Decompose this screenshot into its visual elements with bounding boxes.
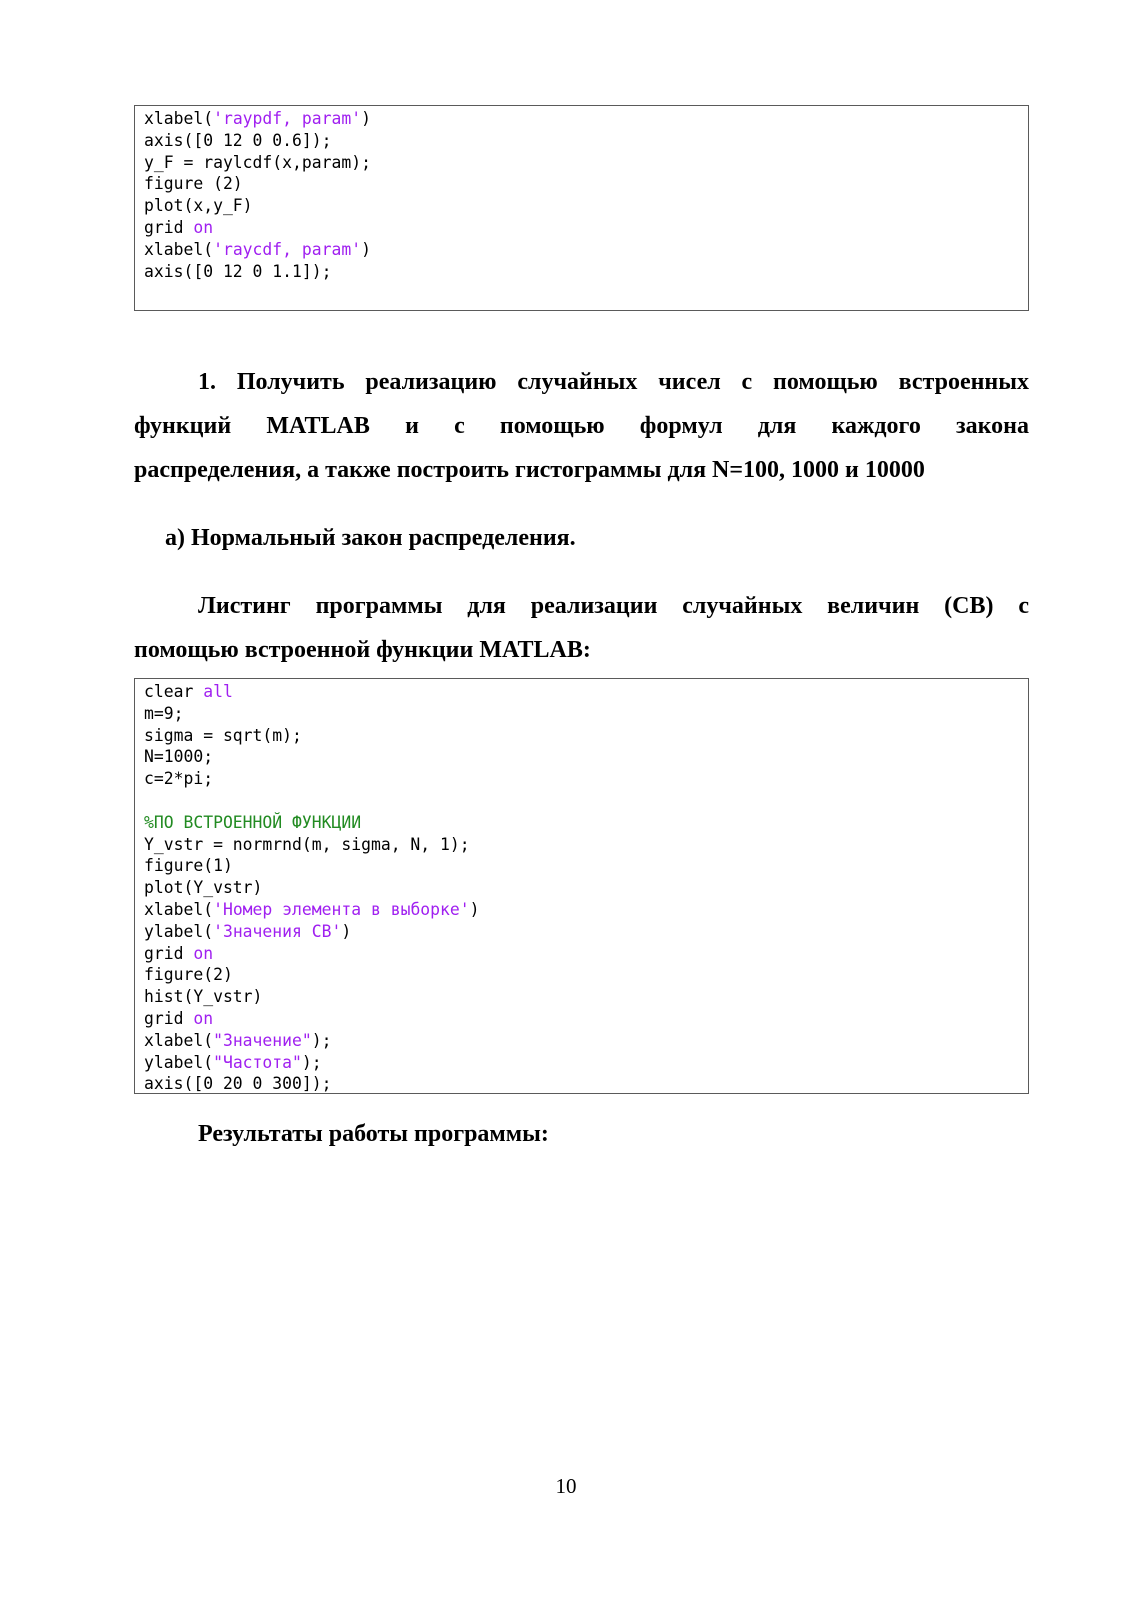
code-line bbox=[144, 725, 1028, 747]
code-line bbox=[144, 195, 1028, 217]
code-line bbox=[144, 703, 1028, 725]
code-token-default: sigma = sqrt(m); bbox=[144, 725, 302, 745]
results-heading: Результаты работы программы: bbox=[198, 1121, 549, 1147]
code-token-default: xlabel( bbox=[144, 109, 214, 128]
listing-caption-line-2: помощью встроенной функции MATLAB: bbox=[134, 637, 591, 663]
code-listing-continued bbox=[134, 105, 1029, 311]
code-token-default: grid bbox=[144, 1008, 194, 1028]
code-token-default: ); bbox=[301, 1052, 322, 1072]
subheading-normal-distribution: а) Нормальный закон распределения. bbox=[165, 525, 576, 551]
code-token-default: ) bbox=[469, 899, 480, 919]
code-token-string: 'raypdf, param' bbox=[213, 109, 362, 128]
page-number: 10 bbox=[555, 1474, 577, 1498]
code-token-default: Y_vstr = normrnd(m, sigma, N, 1); bbox=[144, 834, 470, 854]
code-line bbox=[144, 877, 1028, 899]
code-line bbox=[144, 986, 1028, 1008]
code-line bbox=[144, 108, 1028, 130]
code-token-default: hist(Y_vstr) bbox=[144, 987, 263, 1007]
code-token-keyword: on bbox=[193, 1008, 214, 1028]
code-line bbox=[144, 834, 1028, 856]
code-line bbox=[144, 812, 1028, 834]
code-token-default: ); bbox=[311, 1030, 332, 1050]
code-line bbox=[144, 921, 1028, 943]
code-line bbox=[144, 1073, 1028, 1095]
code-token-default: figure(1) bbox=[144, 856, 233, 876]
code-token-default: figure (2) bbox=[144, 174, 243, 194]
code-token-default: ylabel( bbox=[144, 1052, 214, 1072]
code-line bbox=[144, 217, 1028, 239]
code-token-default: clear bbox=[144, 682, 204, 701]
code-token-string: "Частота" bbox=[213, 1052, 302, 1072]
code-line bbox=[144, 790, 1028, 812]
listing-caption bbox=[134, 584, 1029, 672]
code-token-default: ) bbox=[341, 921, 352, 941]
code-token-default: figure(2) bbox=[144, 965, 233, 985]
code-token-default: N=1000; bbox=[144, 747, 214, 767]
code-token-default: plot(Y_vstr) bbox=[144, 878, 263, 898]
code-line bbox=[144, 173, 1028, 195]
code-line bbox=[144, 943, 1028, 965]
code-token-keyword: on bbox=[193, 943, 214, 963]
code-token-keyword: all bbox=[203, 682, 233, 701]
code-token-string: "Значение" bbox=[213, 1030, 312, 1050]
code-line bbox=[144, 239, 1028, 261]
code-token-default: axis([0 12 0 1.1]); bbox=[144, 261, 332, 281]
code-token-default: axis([0 20 0 300]); bbox=[144, 1074, 332, 1094]
code-token-default: ) bbox=[361, 109, 371, 128]
code-token-string: 'Номер элемента в выборке' bbox=[213, 899, 470, 919]
code-line bbox=[144, 1052, 1028, 1074]
code-token-default: xlabel( bbox=[144, 899, 214, 919]
code-token-default: plot(x,y_F) bbox=[144, 196, 253, 216]
code-listing-normal-builtin bbox=[134, 678, 1029, 1094]
task-1-line-3: распределения, а также построить гистограммы для N=100, 1000 и 10000 bbox=[134, 457, 925, 483]
code-token-default: y_F = raylcdf(x,param); bbox=[144, 152, 371, 172]
task-1-line-1: 1. Получить реализацию случайных чисел с помощью встроенных bbox=[198, 369, 1029, 395]
code-token-string: 'Значения СВ' bbox=[213, 921, 342, 941]
task-1-paragraph bbox=[134, 360, 1029, 492]
code-token-default: grid bbox=[144, 943, 194, 963]
code-token-default: axis([0 12 0 0.6]); bbox=[144, 130, 332, 150]
task-1-line-2: функций MATLAB и с помощью формул для каждого закона bbox=[134, 413, 1029, 439]
code-line bbox=[144, 130, 1028, 152]
code-token-keyword: on bbox=[193, 217, 214, 237]
code-token-string: 'raycdf, param' bbox=[213, 239, 362, 259]
code-line bbox=[144, 1008, 1028, 1030]
code-line bbox=[144, 1030, 1028, 1052]
code-token-default: grid bbox=[144, 217, 194, 237]
code-line bbox=[144, 855, 1028, 877]
code-line bbox=[144, 261, 1028, 283]
code-line bbox=[144, 746, 1028, 768]
code-line bbox=[144, 152, 1028, 174]
code-token-default: c=2*pi; bbox=[144, 769, 214, 789]
code-line bbox=[144, 964, 1028, 986]
code-token-default: xlabel( bbox=[144, 1030, 214, 1050]
code-line bbox=[144, 768, 1028, 790]
code-token-default: ) bbox=[361, 239, 371, 259]
code-line bbox=[144, 899, 1028, 921]
code-line bbox=[144, 681, 1028, 703]
code-token-comment: %ПО ВСТРОЕННОЙ ФУНКЦИИ bbox=[144, 812, 362, 832]
listing-caption-line-1: Листинг программы для реализации случайных величин (СВ) с bbox=[198, 593, 1029, 619]
code-token-default: ylabel( bbox=[144, 921, 214, 941]
code-token-default: xlabel( bbox=[144, 239, 214, 259]
code-token-default: m=9; bbox=[144, 703, 184, 723]
